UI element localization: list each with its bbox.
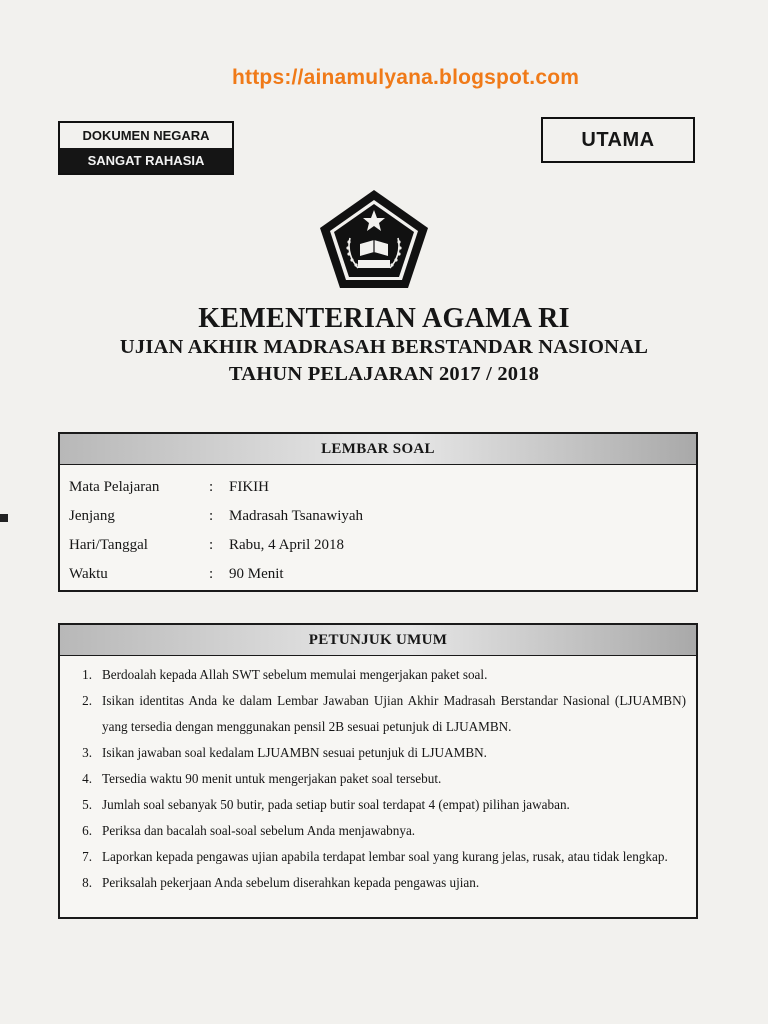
info-value: Rabu, 4 April 2018 — [229, 537, 344, 553]
blog-url-watermark: https://ainamulyana.blogspot.com — [232, 66, 580, 89]
info-row-date — [60, 531, 696, 560]
lembar-soal-heading: LEMBAR SOAL — [60, 434, 696, 465]
petunjuk-umum-heading: PETUNJUK UMUM — [60, 625, 696, 656]
classification-top: DOKUMEN NEGARA — [60, 123, 232, 148]
info-colon: : — [209, 566, 214, 582]
rule-text: Periksalah pekerjaan Anda sebelum diserahkan kepada pengawas ujian. — [102, 875, 480, 890]
rule-text: Periksa dan bacalah soal-soal sebelum Anda menjawabnya. — [102, 823, 416, 838]
rules-list — [60, 656, 696, 896]
rule-number: 3. — [82, 745, 92, 760]
rule-number: 2. — [82, 693, 92, 708]
rule-text: Jumlah soal sebanyak 50 butir, pada setiap butir soal terdapat 4 (empat) pilihan jawaban. — [102, 797, 570, 812]
classification-bottom: SANGAT RAHASIA — [60, 148, 232, 173]
info-value: 90 Menit — [229, 566, 284, 582]
rule-item — [60, 870, 686, 896]
academic-year: TAHUN PELAJARAN 2017 / 2018 — [228, 363, 540, 385]
rule-text: Laporkan kepada pengawas ujian apabila terdapat lembar soal yang kurang jelas, rusak, atau tidak lengkap. — [102, 849, 668, 864]
rule-number: 1. — [82, 667, 92, 682]
rule-text: Isikan identitas Anda ke dalam Lembar Jawaban Ujian Akhir Madrasah Berstandar Nasional (LJUAMBN) yang tersedia dengan menggunakan pensil 2B sesuai petunjuk di LJUAMBN. — [102, 693, 686, 734]
rule-number: 5. — [82, 797, 92, 812]
variant-box: UTAMA — [541, 117, 695, 163]
rule-item — [60, 818, 686, 844]
rule-number: 8. — [82, 875, 92, 890]
classification-box — [58, 121, 234, 175]
ministry-title: KEMENTERIAN AGAMA RI — [198, 303, 570, 334]
info-label: Hari/Tanggal — [69, 537, 148, 553]
petunjuk-umum-box — [58, 623, 698, 919]
info-label: Jenjang — [69, 508, 115, 524]
info-row-level — [60, 502, 696, 531]
rule-number: 6. — [82, 823, 92, 838]
info-value: Madrasah Tsanawiyah — [229, 508, 364, 524]
rule-item — [60, 662, 686, 688]
rule-item — [60, 766, 686, 792]
info-row-duration — [60, 560, 696, 589]
info-value: FIKIH — [229, 479, 269, 495]
info-label: Waktu — [69, 566, 108, 582]
rule-item — [60, 844, 686, 870]
ministry-emblem-icon — [318, 188, 430, 290]
rule-item — [60, 688, 686, 740]
scan-speck — [0, 514, 8, 522]
rule-text: Isikan jawaban soal kedalam LJUAMBN sesuai petunjuk di LJUAMBN. — [102, 745, 487, 760]
exam-title: UJIAN AKHIR MADRASAH BERSTANDAR NASIONAL — [119, 336, 649, 358]
info-colon: : — [209, 508, 214, 524]
info-colon: : — [209, 537, 214, 553]
rule-item — [60, 792, 686, 818]
lembar-soal-box — [58, 432, 698, 592]
info-row-subject — [60, 473, 696, 502]
info-label: Mata Pelajaran — [69, 479, 160, 495]
rule-item — [60, 740, 686, 766]
rule-number: 4. — [82, 771, 92, 786]
rule-number: 7. — [82, 849, 92, 864]
info-colon: : — [209, 479, 214, 495]
rule-text: Tersedia waktu 90 menit untuk mengerjakan paket soal tersebut. — [102, 771, 442, 786]
rule-text: Berdoalah kepada Allah SWT sebelum memulai mengerjakan paket soal. — [102, 667, 488, 682]
